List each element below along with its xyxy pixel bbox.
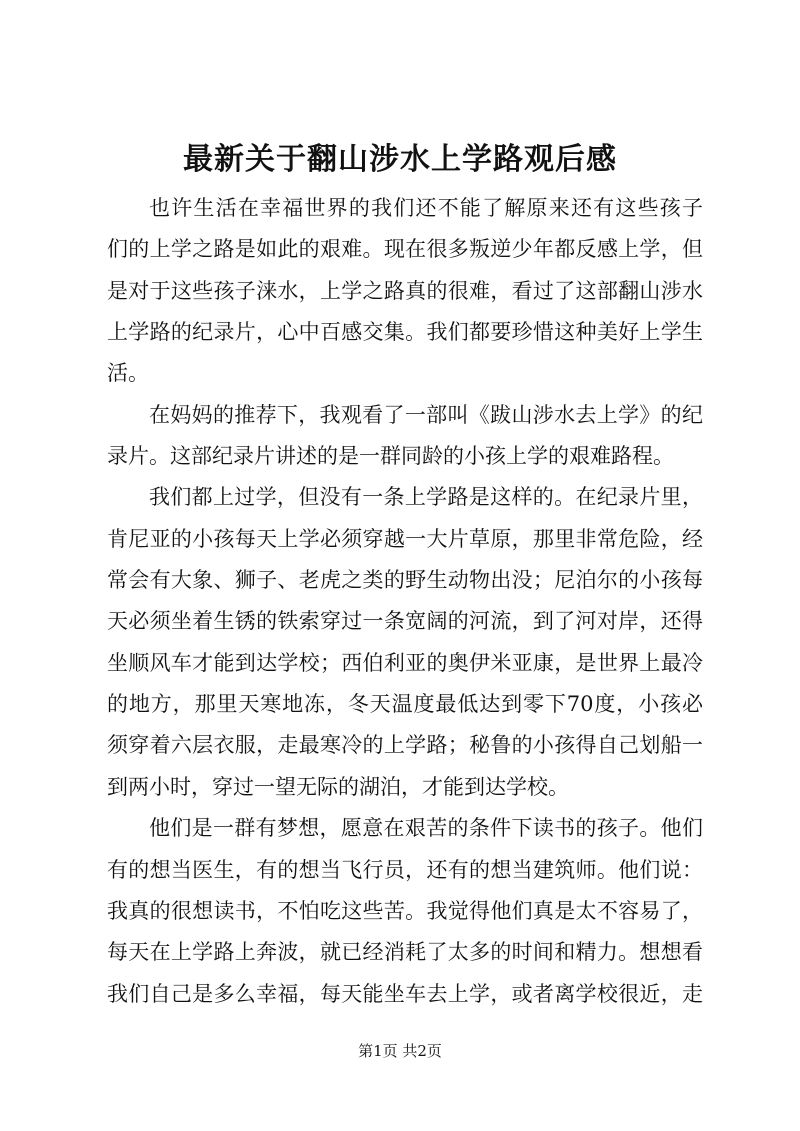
document-title: 最新关于翻山涉水上学路观后感 bbox=[183, 142, 617, 177]
paragraph-2-line-1: 在妈妈的推荐下，我观看了一部叫《跋山涉水去上学》的纪 bbox=[149, 402, 703, 427]
paragraph-3-line-7: 须穿着六层衣服，走最寒冷的上学路；秘鲁的小孩得自己划船一 bbox=[107, 733, 703, 758]
paragraph-3-line-3: 常会有大象、狮子、老虎之类的野生动物出没；尼泊尔的小孩每 bbox=[107, 568, 703, 593]
paragraph-4-line-5: 我们自己是多么幸福，每天能坐车去上学，或者离学校很近，走 bbox=[107, 981, 703, 1006]
document-body bbox=[107, 188, 703, 1015]
paragraph-3-line-5: 坐顺风车才能到达学校；西伯利亚的奥伊米亚康，是世界上最冷 bbox=[107, 650, 703, 675]
paragraph-4-line-4: 每天在上学路上奔波，就已经消耗了太多的时间和精力。想想看 bbox=[107, 940, 703, 965]
paragraph-2-line-2: 录片。这部纪录片讲述的是一群同龄的小孩上学的艰难路程。 bbox=[107, 444, 674, 469]
paragraph-1-line-4: 上学路的纪录片，心中百感交集。我们都要珍惜这种美好上学生 bbox=[107, 320, 703, 345]
paragraph-4-line-2: 有的想当医生，有的想当飞行员，还有的想当建筑师。他们说： bbox=[107, 857, 703, 882]
paragraph-3-line-1: 我们都上过学，但没有一条上学路是这样的。在纪录片里， bbox=[149, 485, 703, 510]
paragraph-1-line-2: 们的上学之路是如此的艰难。现在很多叛逆少年都反感上学，但 bbox=[107, 237, 703, 262]
paragraph-3-line-8: 到两小时，穿过一望无际的湖泊，才能到达学校。 bbox=[107, 774, 569, 799]
paragraph-4-line-3: 我真的很想读书，不怕吃这些苦。我觉得他们真是太不容易了， bbox=[107, 898, 703, 923]
paragraph-3-line-2: 肯尼亚的小孩每天上学必须穿越一大片草原，那里非常危险，经 bbox=[107, 526, 703, 551]
paragraph-3-line-6: 的地方，那里天寒地冻，冬天温度最低达到零下70度，小孩必 bbox=[107, 692, 703, 717]
paragraph-4-line-1: 他们是一群有梦想，愿意在艰苦的条件下读书的孩子。他们 bbox=[149, 816, 703, 841]
paragraph-1-line-1: 也许生活在幸福世界的我们还不能了解原来还有这些孩子 bbox=[149, 196, 703, 220]
paragraph-1-line-3: 是对于这些孩子涞水，上学之路真的很难，看过了这部翻山涉水 bbox=[107, 278, 703, 303]
paragraph-3-line-4: 天必须坐着生锈的铁索穿过一条宽阔的河流，到了河对岸，还得 bbox=[107, 609, 703, 634]
page-number-footer: 第1页 共2页 bbox=[358, 1042, 442, 1060]
paragraph-1-line-5: 活。 bbox=[107, 361, 149, 386]
